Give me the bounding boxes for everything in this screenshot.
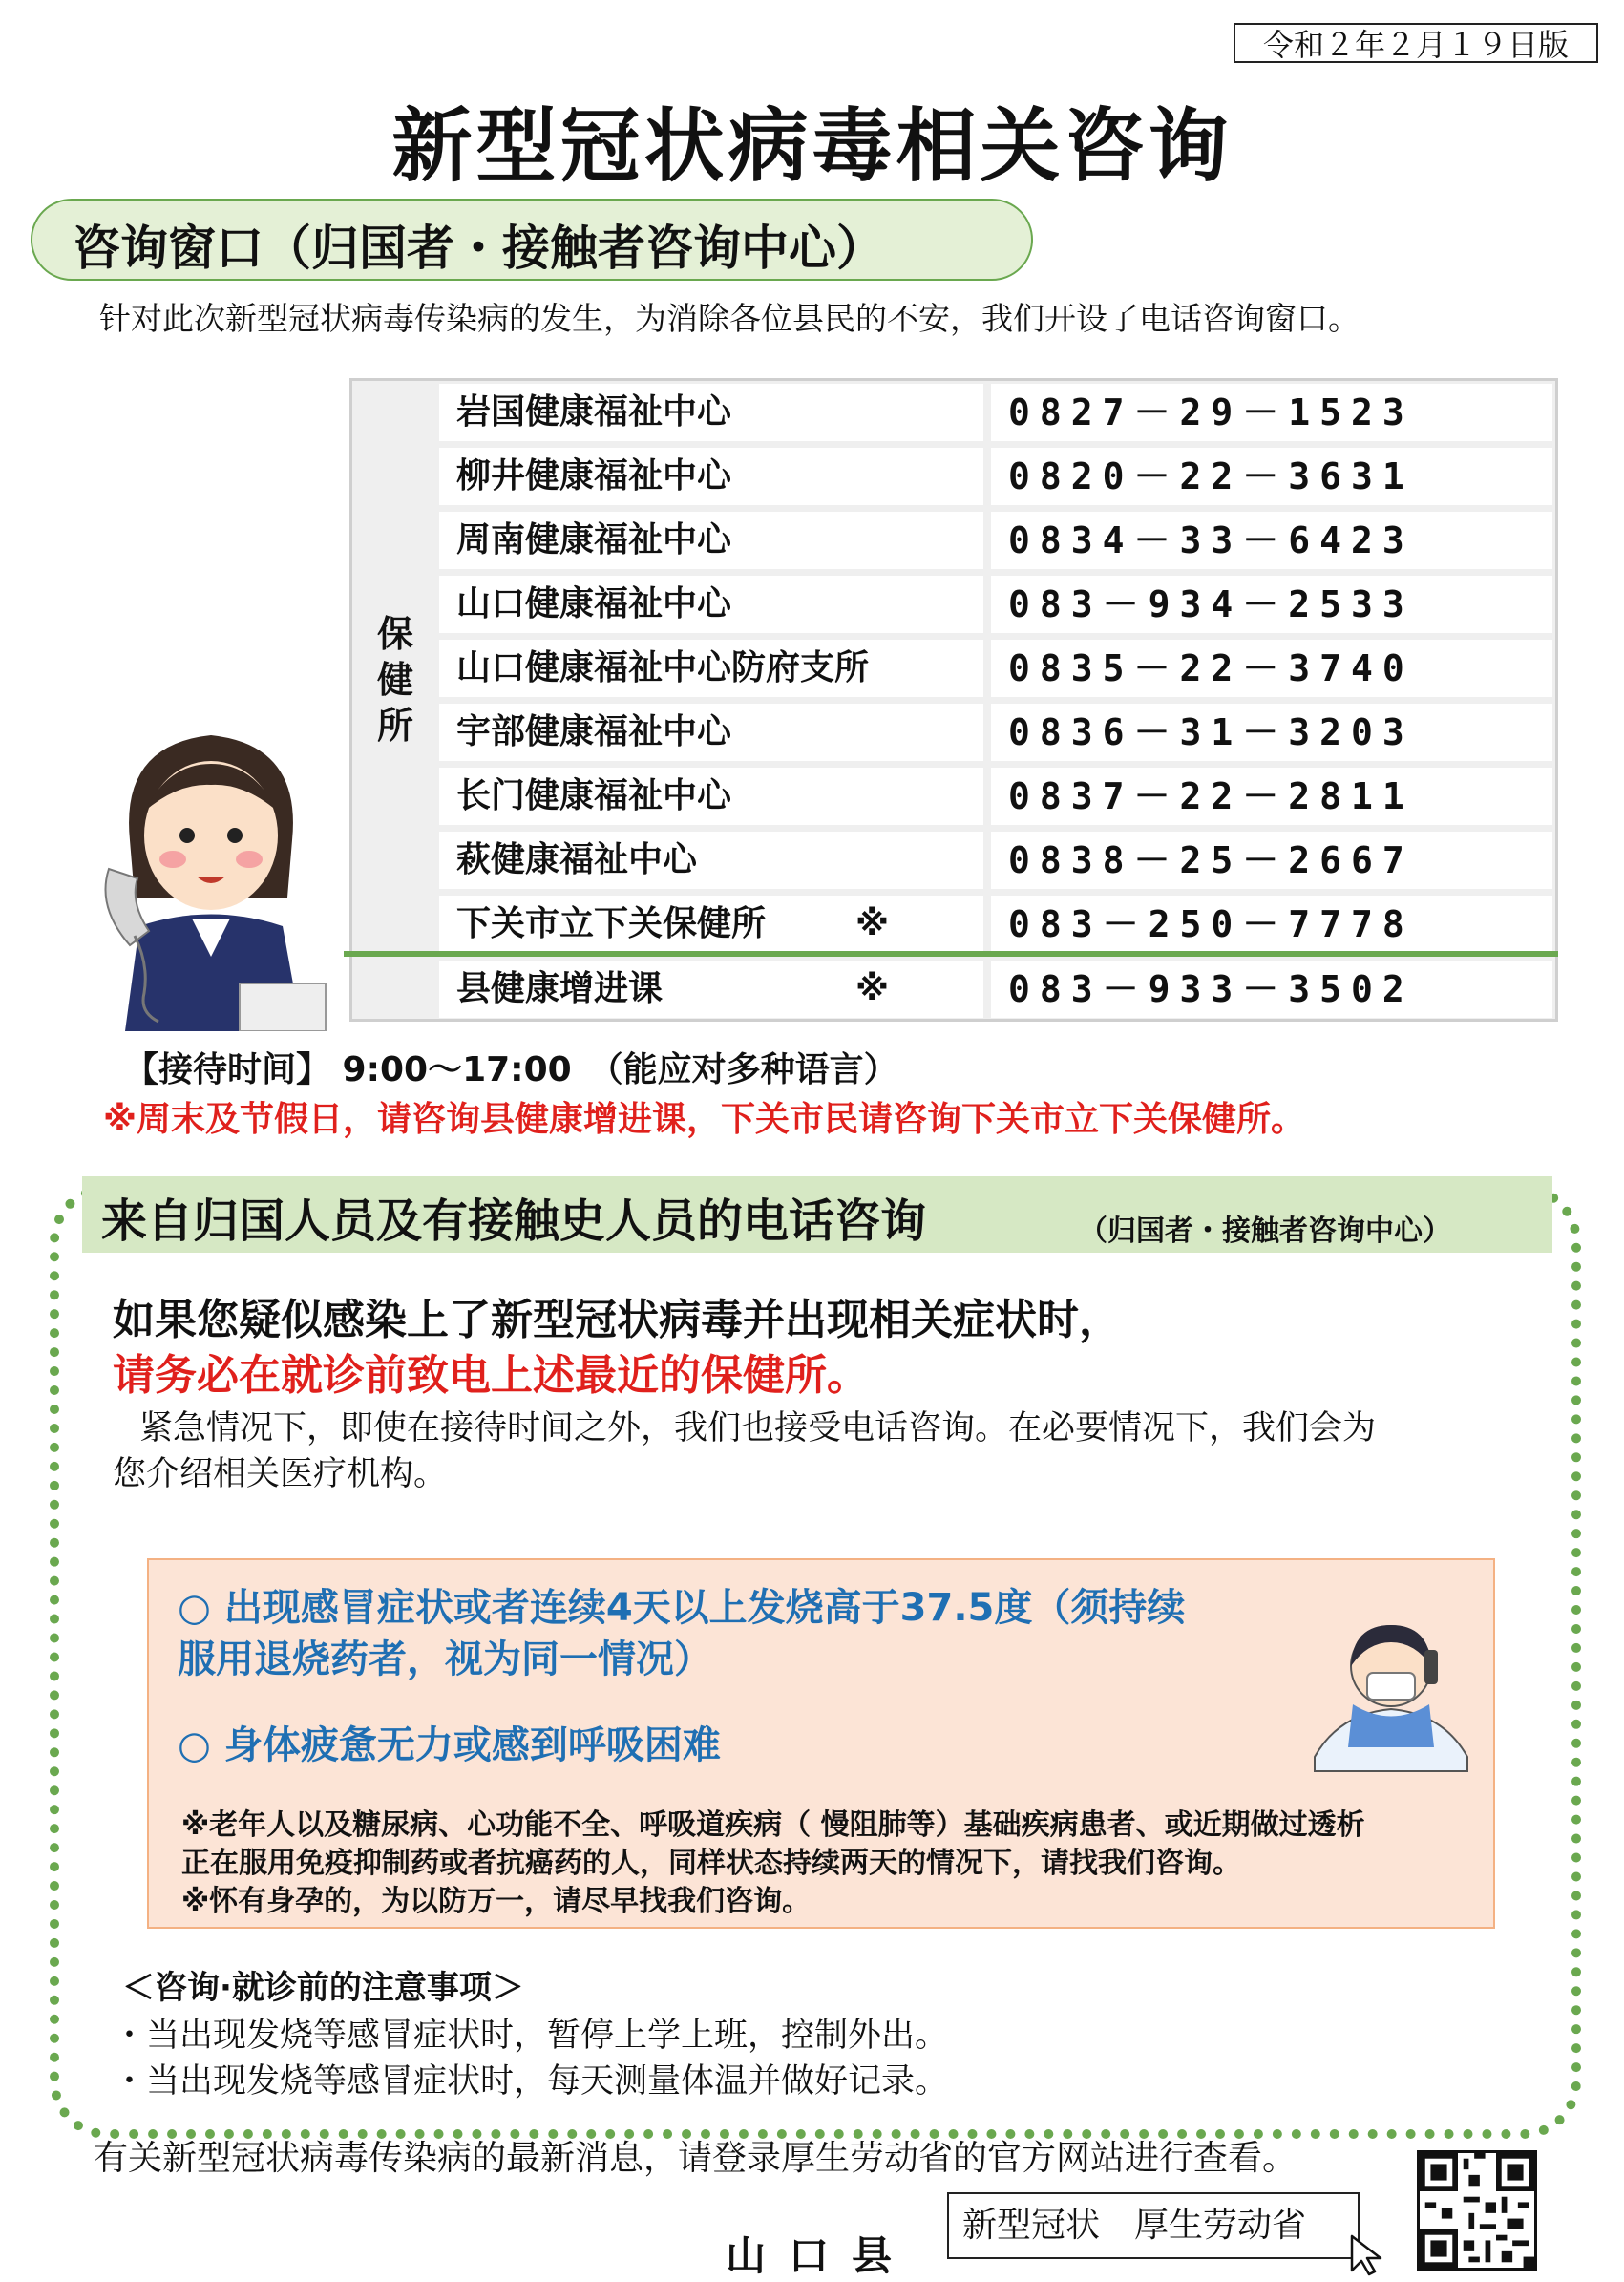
center-name: 县健康增进课 — [439, 961, 983, 1018]
phone-number: 0820－22－3631 — [991, 448, 1552, 505]
table-row — [439, 768, 1556, 825]
high-risk-note: ※老年人以及糖尿病、心功能不全、呼吸道疾病（ 慢阻肺等）基础疾病患者、或近期做过透析 — [181, 1808, 1365, 1842]
center-name: 柳井健康福祉中心 — [439, 448, 983, 505]
center-name: 下关市立下关保健所 — [439, 896, 983, 953]
footer-text: 有关新型冠状病毒传染病的最新消息，请登录厚生劳动省的官方网站进行查看。 — [94, 2139, 1297, 2178]
phone-number: 0838－25－2667 — [991, 832, 1552, 889]
table-row — [439, 640, 1556, 697]
table-row — [439, 384, 1556, 441]
center-name: 长门健康福祉中心 — [439, 768, 983, 825]
phone-number: 0834－33－6423 — [991, 512, 1552, 569]
search-box: 新型冠状 厚生劳动省 — [947, 2192, 1360, 2259]
table-divider — [344, 951, 1558, 957]
pregnancy-note: ※怀有身孕的，为以防万一，请尽早找我们咨询。 — [181, 1885, 812, 1918]
caution-item: ・当出现发烧等感冒症状时，每天测量体温并做好记录。 — [113, 2062, 949, 2101]
center-name: 宇部健康福祉中心 — [439, 704, 983, 761]
phone-number: 0835－22－3740 — [991, 640, 1552, 697]
section2-heading-sub: （归国者・接触者咨询中心） — [1079, 1215, 1451, 1248]
phone-number: 083－934－2533 — [991, 576, 1552, 633]
asterisk-mark: ※ — [855, 904, 889, 943]
table-row — [439, 512, 1556, 569]
emergency-text-cont: 您介绍相关医疗机构。 — [113, 1455, 448, 1493]
high-risk-note-cont: 正在服用免疫抑制药或者抗癌药的人，同样状态持续两天的情况下，请找我们咨询。 — [181, 1847, 1241, 1880]
section2-heading: 来自归国人员及有接触史人员的电话咨询 — [101, 1194, 927, 1248]
phone-number: 083－933－3502 — [991, 961, 1552, 1018]
table-row — [439, 704, 1556, 761]
table-row — [439, 576, 1556, 633]
section1-intro: 针对此次新型冠状病毒传染病的发生，为消除各位县民的不安，我们开设了电话咨询窗口。 — [99, 300, 1360, 337]
table-row — [439, 448, 1556, 505]
reception-hours: 【接待时间】 9:00～17:00 （能应对多种语言） — [124, 1050, 898, 1089]
table-row — [439, 832, 1556, 889]
center-name: 山口健康福祉中心 — [439, 576, 983, 633]
operator-illustration — [92, 707, 330, 1031]
prefecture-name: 山口县 — [726, 2232, 916, 2279]
center-name: 周南健康福祉中心 — [439, 512, 983, 569]
sick-person-illustration — [1310, 1614, 1472, 1776]
symptom-breathing: ○ 身体疲惫无力或感到呼吸困难 — [178, 1723, 721, 1767]
cautions-heading: ＜咨询·就诊前的注意事项＞ — [122, 1969, 524, 2007]
center-name: 岩国健康福祉中心 — [439, 384, 983, 441]
edition-date: 令和２年２月１９日版 — [1234, 23, 1598, 63]
table-row — [439, 896, 1556, 953]
page-title: 新型冠状病毒相关咨询 — [391, 99, 1233, 193]
phone-number: 0827－29－1523 — [991, 384, 1552, 441]
center-name: 山口健康福祉中心防府支所 — [439, 640, 983, 697]
health-center-label: 保 健 所 — [376, 613, 413, 747]
caution-item: ・当出现发烧等感冒症状时，暂停上学上班，控制外出。 — [113, 2017, 949, 2055]
call-before-visit-line: 请务必在就诊前致电上述最近的保健所。 — [113, 1351, 869, 1400]
cursor-icon — [1348, 2232, 1394, 2276]
phone-number: 083－250－7778 — [991, 896, 1552, 953]
symptom-fever: ○ 出现感冒症状或者连续4天以上发烧高于37.5度（须持续 — [178, 1586, 1186, 1630]
emergency-text: 紧急情况下，即使在接待时间之外，我们也接受电话咨询。在必要情况下，我们会为 — [139, 1409, 1377, 1447]
section1-heading: 咨询窗口（归国者・接触者咨询中心） — [73, 221, 884, 276]
qr-code — [1417, 2150, 1537, 2271]
table-row — [439, 961, 1556, 1018]
asterisk-mark: ※ — [855, 969, 889, 1008]
center-name: 萩健康福祉中心 — [439, 832, 983, 889]
suspected-infection-line: 如果您疑似感染上了新型冠状病毒并出现相关症状时， — [113, 1296, 1121, 1344]
phone-number: 0837－22－2811 — [991, 768, 1552, 825]
holiday-note: ※周末及节假日，请咨询县健康增进课，下关市民请咨询下关市立下关保健所。 — [103, 1100, 1305, 1139]
phone-number: 0836－31－3203 — [991, 704, 1552, 761]
symptom-fever-cont: 服用退烧药者，视为同一情况） — [178, 1638, 712, 1681]
